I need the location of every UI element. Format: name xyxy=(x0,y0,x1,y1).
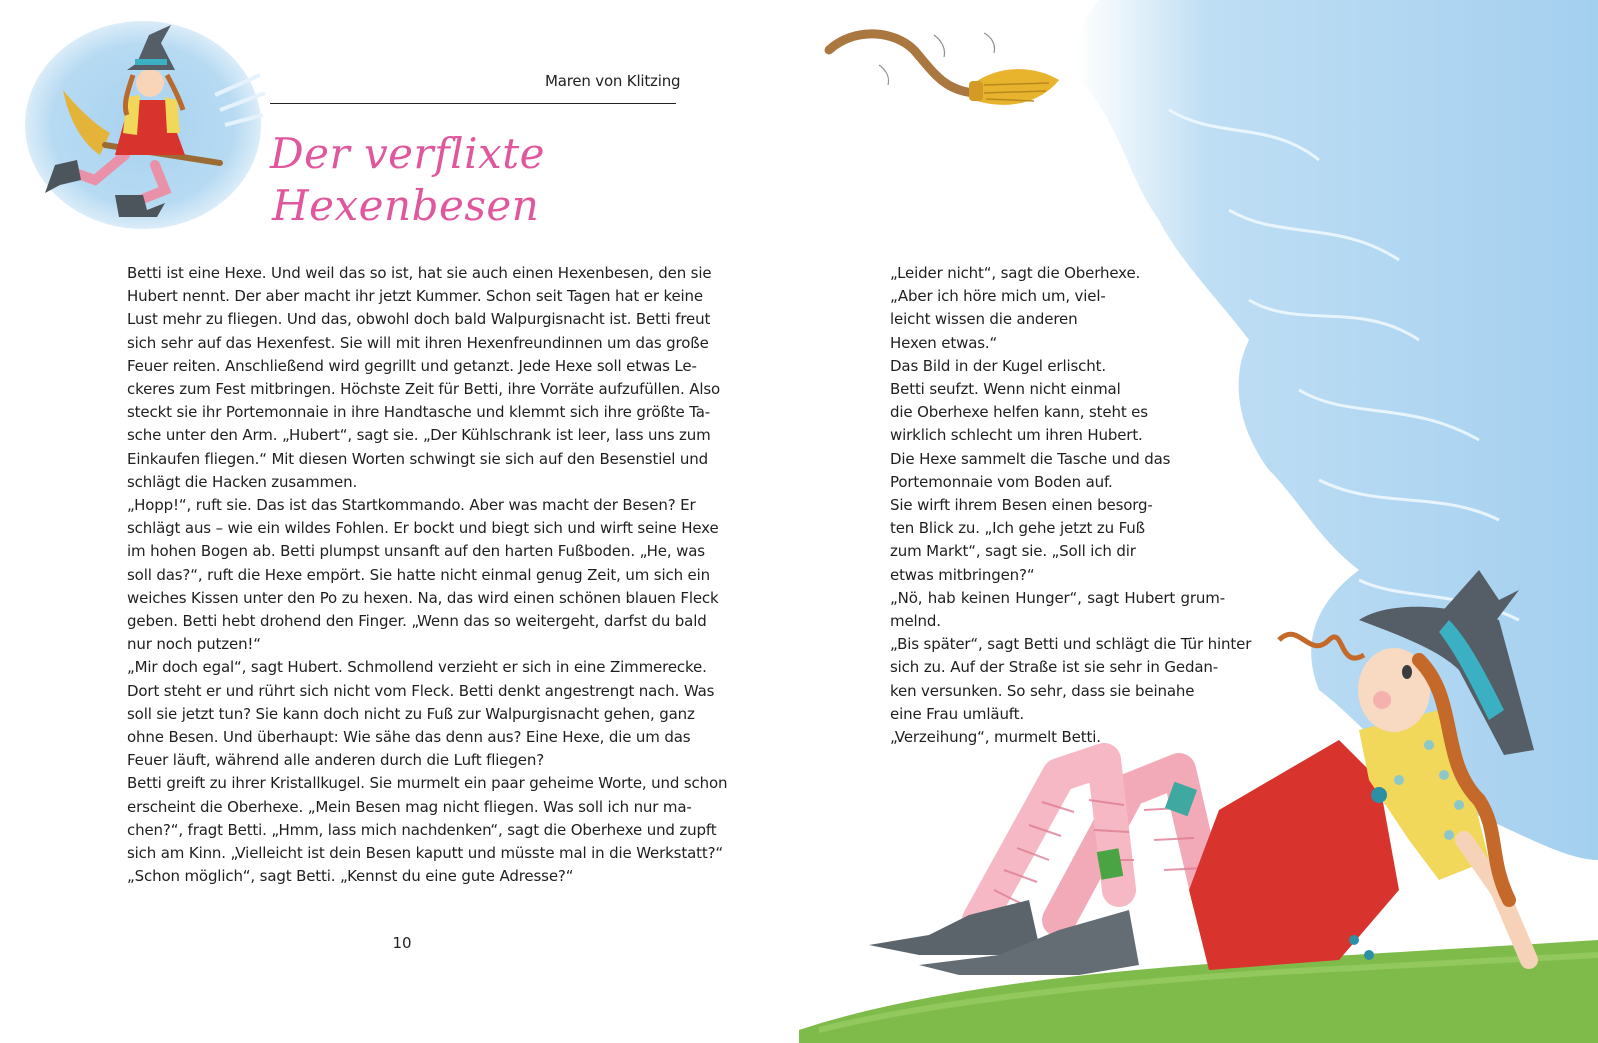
text-line: ckeres zum Fest mitbringen. Höchste Zeit für Betti, ihre Vorräte aufzufüllen. Also xyxy=(127,380,721,399)
right-page xyxy=(799,0,1598,1043)
text-line: im hohen Bogen ab. Betti plumpst unsanft auf den harten Fußboden. „He, was xyxy=(127,542,705,561)
broom-handle xyxy=(829,34,974,93)
text-line: eine Frau umläuft. xyxy=(890,704,1025,723)
text-line: Feuer läuft, während alle anderen durch die Luft fliegen? xyxy=(127,751,545,770)
text-line: ken versunken. So sehr, dass sie beinahe xyxy=(890,681,1195,700)
grass xyxy=(799,940,1598,1043)
story-title xyxy=(270,128,545,232)
eye xyxy=(1402,665,1412,679)
text-line: Die Hexe sammelt die Tasche und das xyxy=(890,449,1171,468)
text-line: sich zu. Auf der Straße ist sie sehr in Gedan- xyxy=(890,658,1218,677)
dress xyxy=(1189,740,1399,970)
text-line: „Hopp!“, ruft sie. Das ist das Startkommando. Aber was macht der Besen? Er xyxy=(127,496,696,515)
text-line: Sie wirft ihrem Besen einen besorg- xyxy=(890,496,1153,515)
text-line: erscheint die Oberhexe. „Mein Besen mag nicht fliegen. Was soll ich nur ma- xyxy=(127,797,692,816)
text-line: ohne Besen. Und überhaupt: Wie sähe das denn aus? Eine Hexe, die um das xyxy=(127,728,691,747)
header-rule xyxy=(270,103,676,104)
brooch xyxy=(1371,787,1387,803)
text-line: „Leider nicht“, sagt die Oberhexe. xyxy=(890,264,1141,282)
text-line: soll sie jetzt tun? Sie kann doch nicht zu Fuß zur Walpurgisnacht gehen, ganz xyxy=(127,704,695,723)
story-title-line-2: Hexenbesen xyxy=(272,181,540,230)
flying-witch-illustration xyxy=(15,15,270,235)
stocking-front xyxy=(979,760,1119,920)
text-line: nur noch putzen!“ xyxy=(127,635,261,654)
text-line: „Verzeihung“, murmelt Betti. xyxy=(890,728,1101,747)
text-line: „Mir doch egal“, sagt Hubert. Schmollend verzieht er sich in eine Zimmerecke. xyxy=(127,658,707,677)
text-line: steckt sie ihr Portemonnaie in ihre Handtasche und klemmt sich ihre größte Ta- xyxy=(127,403,711,422)
cheek xyxy=(1373,691,1391,709)
text-line: Hubert nennt. Der aber macht ihr jetzt Kummer. Schon seit Tagen hat er keine xyxy=(127,287,703,306)
text-line: etwas mitbringen?“ xyxy=(890,565,1035,584)
text-line: Betti greift zu ihrer Kristallkugel. Sie murmelt ein paar geheime Worte, und schon xyxy=(127,774,728,793)
boot-left xyxy=(869,900,1039,955)
text-line: Einkaufen fliegen.“ Mit diesen Worten schwingt sie sich auf den Besenstiel und xyxy=(127,449,709,468)
witch-face xyxy=(136,69,164,97)
text-line: Portemonnaie vom Boden auf. xyxy=(890,472,1113,491)
text-line: Lust mehr zu fliegen. Und das, obwohl doch bald Walpurgisnacht ist. Betti freut xyxy=(127,310,711,329)
story-title-line-1: Der verflixte xyxy=(270,129,545,178)
text-line: chen?“, fragt Betti. „Hmm, lass mich nachdenken“, sagt die Oberhexe und zupft xyxy=(127,820,717,839)
text-line: weiches Kissen unter den Po zu hexen. Na, das wird einen schönen blauen Fleck xyxy=(127,588,719,607)
flying-broom-illustration xyxy=(824,15,1064,115)
text-line: Betti ist eine Hexe. Und weil das so ist, hat sie auch einen Hexenbesen, den sie xyxy=(127,264,712,282)
author-name: Maren von Klitzing xyxy=(545,72,681,90)
text-line: wirklich schlecht um ihren Hubert. xyxy=(890,426,1143,445)
text-line: die Oberhexe helfen kann, steht es xyxy=(890,403,1148,422)
text-line: Dort steht er und rührt sich nicht vom Fleck. Betti denkt angestrengt nach. Was xyxy=(127,681,715,700)
text-line: geben. Betti hebt drohend den Finger. „Wenn das so weitergeht, darfst du bald xyxy=(127,612,707,631)
left-page-text xyxy=(127,262,728,888)
text-line: soll das?“, ruft die Hexe empört. Sie hatte nicht einmal genug Zeit, um sich ein xyxy=(127,565,710,584)
text-line: Hexen etwas.“ xyxy=(890,333,998,352)
text-line: ten Blick zu. „Ich gehe jetzt zu Fuß xyxy=(890,519,1145,538)
text-line: „Schon möglich“, sagt Betti. „Kennst du eine gute Adresse?“ xyxy=(127,867,574,886)
text-line: sich sehr auf das Hexenfest. Sie will mit ihren Hexenfreundinnen um das große xyxy=(127,333,709,352)
sitting-witch-illustration xyxy=(799,560,1598,1043)
text-line: „Nö, hab keinen Hunger“, sagt Hubert grum- xyxy=(890,588,1225,607)
text-line: „Bis später“, sagt Betti und schlägt die Tür hinter xyxy=(890,635,1252,654)
text-line: schlägt aus – wie ein wildes Fohlen. Er bockt und biegt sich und wirft seine Hexe xyxy=(127,519,719,538)
text-line: melnd. xyxy=(890,612,941,631)
text-line: „Aber ich höre mich um, viel- xyxy=(890,287,1106,306)
page-number: 10 xyxy=(392,934,412,952)
text-line: Feuer reiten. Anschließend wird gegrillt und getanzt. Jede Hexe soll etwas Le- xyxy=(127,356,697,375)
text-line: schlägt die Hacken zusammen. xyxy=(127,472,358,491)
text-line: Betti seufzt. Wenn nicht einmal xyxy=(890,380,1121,399)
text-line: leicht wissen die anderen xyxy=(890,310,1078,329)
text-line: sche unter den Arm. „Hubert“, sagt sie. „Der Kühlschrank ist leer, lass uns zum xyxy=(127,426,711,445)
text-line: sich am Kinn. „Vielleicht ist dein Besen kaputt und müsste mal in die Werkstatt?“ xyxy=(127,844,724,863)
text-line: Das Bild in der Kugel erlischt. xyxy=(890,356,1106,375)
broom-binding xyxy=(969,81,983,101)
text-line: zum Markt“, sagt sie. „Soll ich dir xyxy=(890,542,1136,561)
